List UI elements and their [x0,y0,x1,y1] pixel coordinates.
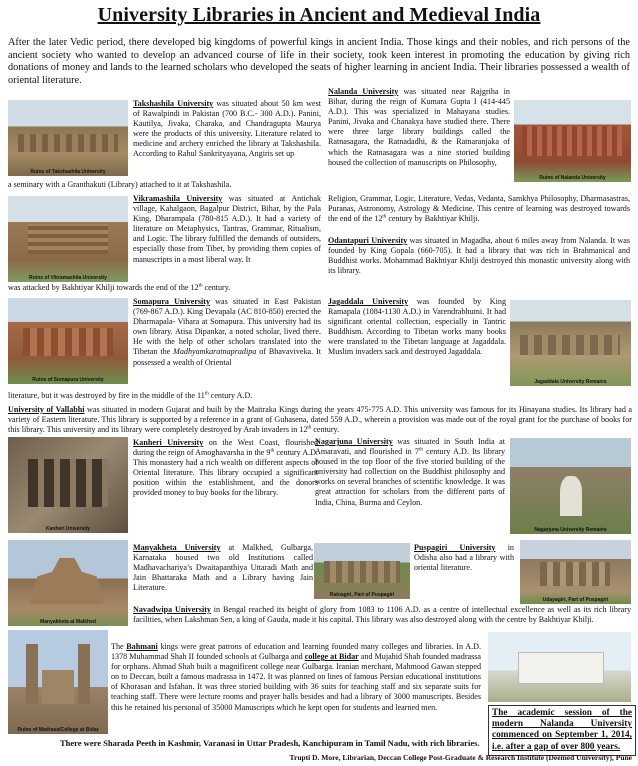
odantapuri-name: Odantapuri University [328,236,408,245]
bahmani-name: Bahmani [126,642,158,651]
nagarjuna-caption: Nagarjuna University Remains [534,527,607,533]
nagarjuna-text: Nagarjuna University was situated in South India at Amaravati, and flourished in 7th century A.D. Its library housed in the top floor of the five storied building of the university had collection on the Buddhist philosophy and works on several branches of scientific knowledge. It was great attraction for scholars from the different parts of India, China, Burma and Ceylon. [315,437,505,507]
kanheri-name: Kanheri University [133,438,204,447]
jagaddala-name: Jagaddala University [328,297,409,306]
page-title: University Libraries in Ancient and Medieval India [97,4,541,26]
kanheri-caption: Kanheri University [45,526,91,532]
modern-nalanda-name: Nalanda University [540,719,632,730]
manyakheta-text: Manyakheta University at Malkhed, Gulbarga, Karnataka housed two old Institutions called Madhavachariya’s Dwaitapanthiya Uttaradi Math and Jain Bhattaraka Math and a Library having Jain Literature. [133,543,313,593]
takshashila-name: Takshashila University [133,99,214,108]
vallabhi-text: University of Vallabhi was situated in modern Gujarat and built by the Maitraka Kings during the years 475-775 A.D. This university was famous for its Hinayana studies. Its library had a variety of Eastern literature. This library is supported by a reference in a grant of Guhasena, dated 559 A.D., wherein a provision was made out of the royal grant for the purchase of books for this library. This university and its library were completely destroyed by Arab invaders in 12th century. [8,405,632,435]
ratnagiri-photo [314,543,410,599]
vallabhi-name: University of Vallabhi [8,405,85,414]
kanheri-photo [8,437,128,533]
modern-nalanda-callout: The academic session of the modern Nalanda University commenced on September 1, 2014, i.e. after a gap of over 800 years. [488,705,636,756]
bahmani-text: The Bahmani kings were great patrons of education and learning founded many colleges and libraries. In A.D. 1378 Muhammad Shah II founded schools at Gulbarga and college at Bidar and Mujahid Shah founded madrassa for orphans. Ahmad Shah built a magnificent college near Gulbarga. Iranian merchant, Mahmood Gawan stepped on to Deccan, built a famous madrassa in 1472. It was planned on lines of famous Persian educational institutions of Khorasan and Isfahan. It was three storied building with 36 suits for teaching staff and six separate suits for teaching staff. There were lecture rooms and prayer halls besides and had a library of 3000 manuscripts. Besides this he retained his personal of 35000 Manuscripts which he kept open for students and learned men. [111,642,482,712]
navadwipa-name: Navadwipa University [133,605,211,614]
bidar-photo [8,630,108,734]
odantapuri-text: Odantapuri University was situated in Magadha, about 6 miles away from Nalanda. It was founded by King Gopala (660-705). It had a library that was rich in Brahmanical and Buddhist works. Mohammad Bakhtiyar Khilji destroyed this monastic university along with its library. [328,236,630,276]
jagaddala-caption: Jagaddala University Remains [534,379,607,385]
nalanda-name: Nalanda University [328,87,399,96]
nalanda-caption: Ruins of Nalanda University [539,175,606,181]
somapura-photo [8,298,128,384]
vikramashila-name: Vikramashila University [133,194,223,203]
final-note: There were Sharada Peeth in Kashmir, Varanasi in Uttar Pradesh, Kanchipuram in Tamil Nadu, with rich libraries. [60,738,480,748]
somapura-tail: literature, but it was destroyed by fire in the middle of the 11th century A.D. [8,391,253,400]
somapura-text: Somapura University was situated in East Pakistan (769-867 A.D.). King Devapala (AC 810-850) erected the Dharmapala- Vihara at Somapura. This university had its own library. Atisa Dipankar, a noted scholar, lived there. He with the help of other scholars translated into the Tibetan the Madhyamkaratnapradipa of Bhavaviveka. It possessed a wealth of Oriental [133,297,322,367]
vikramashila-photo [8,196,128,282]
nalanda-tail: Religion, Grammar, Logic, Literature, Vedas, Vedanta, Samkhya Philosophy, Dharmasastras, Puranas, Astronomy, Astrology & Medicine. This centre of learning was destroyed towards the end of the 12th century by Bakhtiyar Khilji. [328,194,630,224]
puspagiri-text: Puspagiri University in Odisha also had a library with oriental literature. [414,543,514,573]
intro-paragraph: After the later Vedic period, there developed big kingdoms of powerful kings in ancient India. Those kings and their nobles, and rich persons of the ancient society who wanted to develop an advanced course of life in their society, took keen interest in promoting the education by giving rich donations of money and lands to the learned scholars who developed the seats of higher learning in ancient India. Their libraries possessed a wealth of oriental literature. [8,37,630,86]
nagarjuna-photo [510,438,631,534]
takshashila-text: Takshashila University was situated about 50 km west of Rawalpindi in Pakistan (700 B.C.- 300 A.D.). Panini, Kautilya, Jivaka, Charaka, and Chandragupta Maurya were the products of this university. Literature related to medicine and archery enriched the library at Takshashila. According to Rahul Sankrityayana, Angiris set up [133,99,322,159]
jagaddala-text: Jagaddala University was founded by King Ramapala (1084-1130 A.D.) in Varendrabhumi. It had significant oriental collection, especially in Tantric Buddhism. According to Tibetan works many books were translated to the Tibetan language at Jagaddala. Muslim invaders sack and destroyed Jagaddala. [328,297,506,357]
navadwipa-text: Navadwipa University in Bengal reached its height of glory from 1083 to 1106 A.D. as a centre of intellectual excellence as well as its rich library facilities, when Lakshman Sen, a king of Gauda, made it his capital. This library was also destroyed along with the centre by Bakhtiyar Khilji. [133,605,631,625]
kanheri-text: Kanheri University on the West Coast, flourished during the reign of Amoghavarsha in the 9th century A.D. This monastery had a rich wealth on different aspects of Oriental literature. This library occupied a significant position within the establishment, and the donors provided money to buy books for the library. [133,438,319,498]
udayagiri-caption: Udayagiri, Part of Puspagiri [542,597,609,603]
manyakheta-photo [8,540,128,626]
takshashila-tail: a seminary with a Granthakuti (Library) attached to it at Takshashila. [8,180,232,189]
footer-credit: Trupti D. More, Librarian, Deccan College Post-Graduate & Research Institute (Deemed University), Pune [289,753,632,762]
manyakheta-caption: Manyakheta at Malkhed [40,619,96,625]
bidar-caption: Ruins of Madrasa/College at Bidar [17,727,99,733]
nalanda-photo [514,100,631,182]
takshashila-caption: Ruins of Takshashila University [30,169,106,175]
ratnagiri-caption: Ratnagiri, Part of Puspagiri [329,592,395,598]
vikramashila-caption: Ruins of Vikramashila University [29,275,107,281]
takshashila-photo [8,100,128,176]
vikramashila-text: Vikramashila University was situated at Antichak village, Kahalgaon, Bagalpur District, Bihar, by the Pala King, Dharampala (780-815 A.D.). It had a variety of literature on Metaphysics, Tantras, Grammar, Ritualism, and Logic. The library fulfilled the demands of outsiders, especially those from Tibet, by providing them copies of manuscripts in a most liberal way. It [133,194,321,264]
manyakheta-name: Manyakheta University [133,543,221,552]
nagarjuna-name: Nagarjuna University [315,437,393,446]
somapura-caption: Ruins of Somapura University [32,377,104,383]
modern-nalanda-photo [488,632,631,702]
somapura-name: Somapura University [133,297,211,306]
nalanda-text: Nalanda University was situated near Rajgriha in Bihar, during the reign of Kumara Gupta I (414-445 A.D.). This was specialized in Mahayana studies. Panini, Jivaka and Chanakya have studied there. There were three large library buildings called the Ratnasagara, the Ratnadadhi, & the Ratnaranjaka of which the Ratnasagara was a nine storied building housed the collection of manuscripts on Philosophy, [328,87,510,167]
vikramashila-tail: was attacked by Bakhtiyar Khilji towards the end of the 12th century. [8,283,231,292]
jagaddala-photo [510,300,631,386]
puspagiri-name: Puspagiri University [414,543,496,552]
udayagiri-photo [520,540,631,604]
